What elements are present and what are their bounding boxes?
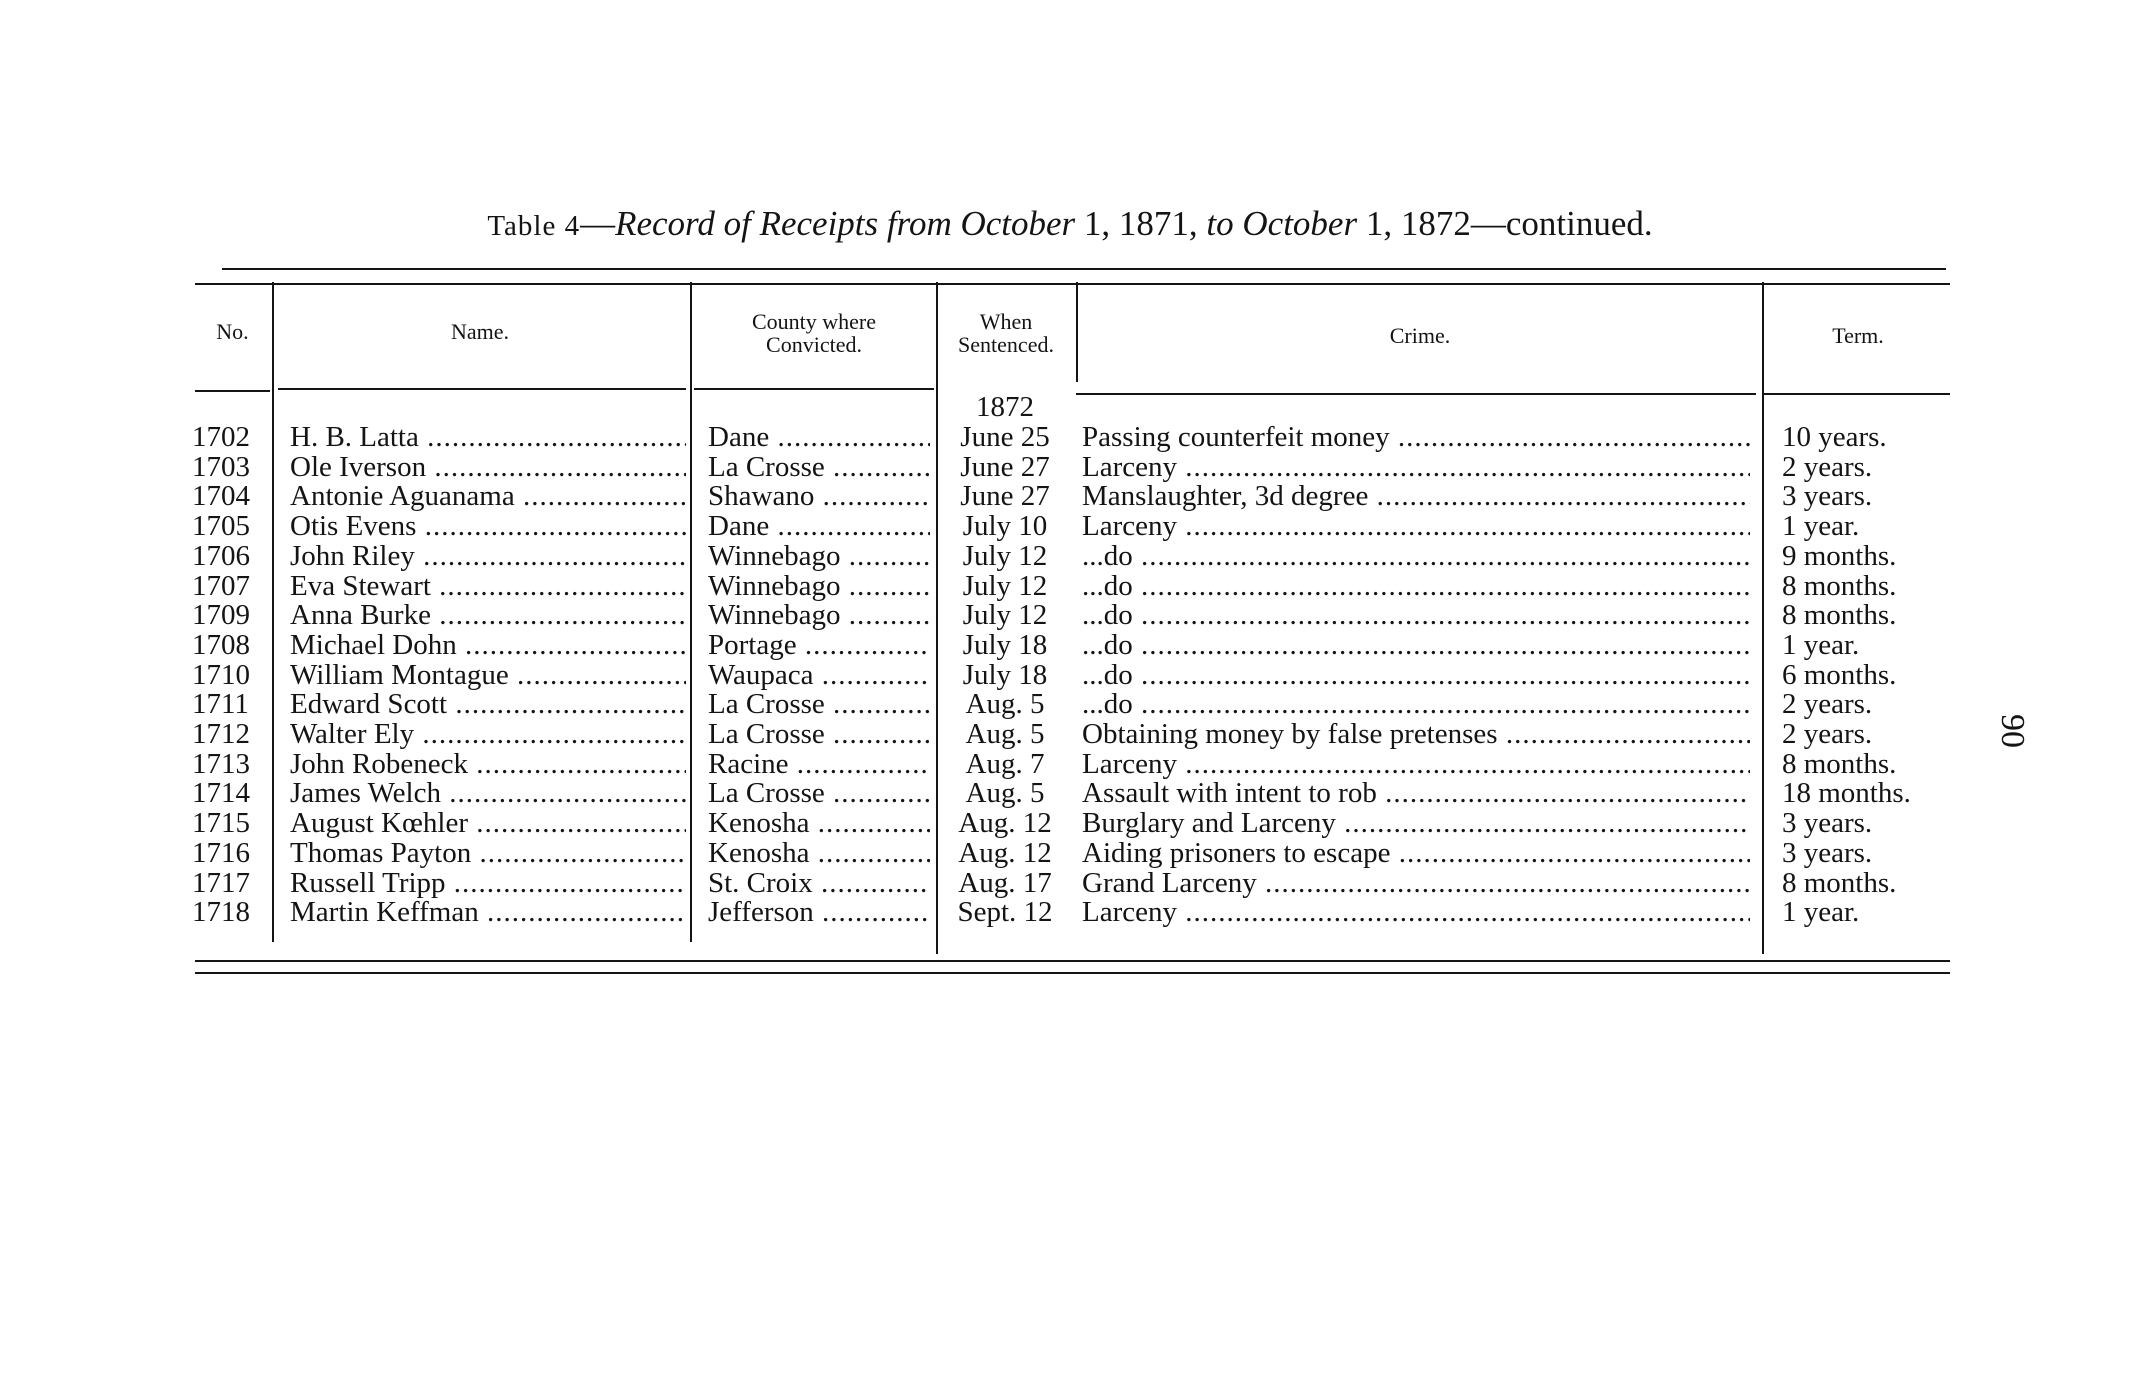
row-term xyxy=(1782,689,1962,719)
row-name-text: Otis Evens ..... xyxy=(290,511,686,541)
row-number-text: 1711 xyxy=(192,689,249,720)
row-name-text: Antonie Aguanama ..... xyxy=(290,481,686,511)
table-row xyxy=(0,749,2129,779)
row-term xyxy=(1782,541,1962,571)
row-name xyxy=(290,897,686,927)
row-number xyxy=(192,778,262,808)
row-crime xyxy=(1082,838,1750,868)
row-number-text: 1715 xyxy=(192,808,250,839)
row-when-sentenced xyxy=(944,897,1066,927)
header-rule xyxy=(1764,393,1950,395)
row-when-sentenced-text: June 25 xyxy=(960,422,1050,452)
row-county xyxy=(708,689,930,719)
header-term-label: Term. xyxy=(1832,323,1884,348)
header-rule xyxy=(694,388,934,390)
row-term xyxy=(1782,838,1962,868)
row-when-sentenced-text: Aug. 5 xyxy=(965,689,1045,720)
row-term-text: 1 year. xyxy=(1782,511,1860,542)
row-number-text: 1713 xyxy=(192,748,250,779)
row-county xyxy=(708,511,930,541)
table-title xyxy=(200,204,1940,244)
row-county xyxy=(708,422,930,452)
header-no-label: No. xyxy=(216,319,249,344)
row-term-text: 2 years. xyxy=(1782,689,1873,720)
row-county xyxy=(708,541,930,571)
row-when-sentenced-text: Aug. 12 xyxy=(958,808,1052,839)
row-county-text: Winnebago ..... xyxy=(708,541,930,571)
bottom-rule xyxy=(195,960,1950,962)
row-term xyxy=(1782,897,1962,927)
row-term-text: 2 years. xyxy=(1782,719,1873,749)
row-term xyxy=(1782,600,1962,630)
row-term-text: 18 months. xyxy=(1782,778,1911,809)
row-name-text: Edward Scott ..... xyxy=(290,689,686,719)
header-rule xyxy=(1076,393,1756,395)
row-term-text: 10 years. xyxy=(1782,422,1887,452)
row-county xyxy=(708,571,930,601)
row-crime xyxy=(1082,571,1750,601)
row-number-text: 1704 xyxy=(192,481,250,512)
table-row xyxy=(0,660,2129,690)
row-number xyxy=(192,571,262,601)
row-county-text: Kenosha ..... xyxy=(708,838,930,868)
row-term xyxy=(1782,571,1962,601)
row-name-text: Russell Tripp ..... xyxy=(290,868,686,898)
row-crime-text: Larceny ..... xyxy=(1082,452,1750,482)
title-record-text: Record of Receipts from October xyxy=(615,204,1076,243)
table-row xyxy=(0,511,2129,541)
row-when-sentenced xyxy=(944,630,1066,660)
row-number-text: 1718 xyxy=(192,897,250,928)
row-county xyxy=(708,600,930,630)
row-crime-text: Burglary and Larceny ..... xyxy=(1082,808,1750,838)
row-crime xyxy=(1082,749,1750,779)
row-term xyxy=(1782,660,1962,690)
row-name xyxy=(290,511,686,541)
row-crime-text: ...do ..... xyxy=(1082,571,1750,601)
header-rule xyxy=(278,388,686,390)
row-term-text: 3 years. xyxy=(1782,837,1873,868)
row-county xyxy=(708,838,930,868)
header-county-line1: County where xyxy=(751,309,877,334)
row-when-sentenced-text: July 10 xyxy=(962,511,1048,542)
row-county xyxy=(708,719,930,749)
row-crime-text: Manslaughter, 3d degree ..... xyxy=(1082,481,1750,511)
row-crime xyxy=(1082,719,1750,749)
row-term xyxy=(1782,630,1962,660)
row-number xyxy=(192,452,262,482)
row-number xyxy=(192,511,262,541)
row-name-text: Martin Keffman ..... xyxy=(290,897,686,927)
row-when-sentenced xyxy=(944,600,1066,630)
row-when-sentenced-text: July 12 xyxy=(962,600,1048,631)
row-name-text: John Riley ..... xyxy=(290,541,686,571)
row-number-text: 1709 xyxy=(192,600,250,631)
row-name-text: Thomas Payton ..... xyxy=(290,838,686,868)
title-to-text: to October xyxy=(1206,204,1358,243)
row-name xyxy=(290,778,686,808)
row-number xyxy=(192,541,262,571)
row-name xyxy=(290,630,686,660)
row-when-sentenced-text: June 27 xyxy=(960,451,1050,482)
title-continued: —continued. xyxy=(1470,204,1653,243)
row-term-text: 8 months. xyxy=(1782,600,1897,631)
row-when-sentenced-text: Aug. 12 xyxy=(958,837,1052,868)
row-name-text: Anna Burke ..... xyxy=(290,600,686,630)
row-when-sentenced xyxy=(944,452,1066,482)
row-when-sentenced xyxy=(944,660,1066,690)
row-name-text: August Kœhler ..... xyxy=(290,808,686,838)
row-name xyxy=(290,838,686,868)
row-crime-text: Obtaining money by false pretenses ..... xyxy=(1082,719,1750,749)
header-term xyxy=(1766,324,1950,347)
row-name-text: Eva Stewart ..... xyxy=(290,571,686,601)
row-county xyxy=(708,749,930,779)
row-term xyxy=(1782,481,1962,511)
year-header: 1872 xyxy=(976,391,1034,423)
top-rule-2 xyxy=(195,283,1950,285)
row-term xyxy=(1782,452,1962,482)
row-county-text: Winnebago ..... xyxy=(708,600,930,630)
table-row xyxy=(0,481,2129,511)
header-when-line2: Sentenced. xyxy=(958,332,1054,357)
row-name xyxy=(290,660,686,690)
row-name xyxy=(290,868,686,898)
row-name xyxy=(290,808,686,838)
row-county xyxy=(708,630,930,660)
row-when-sentenced-text: July 12 xyxy=(962,570,1048,601)
row-crime-text: ...do ..... xyxy=(1082,600,1750,630)
row-number-text: 1708 xyxy=(192,629,250,660)
header-crime xyxy=(1080,324,1760,347)
row-county-text: Dane ..... xyxy=(708,422,930,452)
header-name xyxy=(280,320,680,343)
row-crime xyxy=(1082,689,1750,719)
row-when-sentenced xyxy=(944,838,1066,868)
row-crime xyxy=(1082,541,1750,571)
row-when-sentenced xyxy=(944,868,1066,898)
row-when-sentenced xyxy=(944,541,1066,571)
row-name xyxy=(290,749,686,779)
header-no xyxy=(195,320,270,343)
row-county xyxy=(708,868,930,898)
row-number-text: 1716 xyxy=(192,837,250,868)
row-name-text: Walter Ely ..... xyxy=(290,719,686,749)
row-number-text: 1712 xyxy=(192,719,250,749)
row-term xyxy=(1782,422,1962,452)
top-rule xyxy=(222,268,1946,270)
table-row xyxy=(0,897,2129,927)
header-name-label: Name. xyxy=(450,319,510,344)
row-name xyxy=(290,689,686,719)
row-crime-text: ...do ..... xyxy=(1082,660,1750,690)
row-crime-text: ...do ..... xyxy=(1082,689,1750,719)
row-number xyxy=(192,630,262,660)
header-crime-label: Crime. xyxy=(1389,323,1451,348)
row-name-text: Michael Dohn ..... xyxy=(290,630,686,660)
row-term xyxy=(1782,719,1962,749)
row-term-text: 8 months. xyxy=(1782,570,1897,601)
table-row xyxy=(0,630,2129,660)
row-county xyxy=(708,660,930,690)
row-number xyxy=(192,660,262,690)
row-when-sentenced-text: Sept. 12 xyxy=(957,897,1053,928)
row-when-sentenced-text: July 18 xyxy=(962,629,1048,660)
row-crime-text: ...do ..... xyxy=(1082,541,1750,571)
table-row xyxy=(0,778,2129,808)
row-county xyxy=(708,808,930,838)
table-row xyxy=(0,808,2129,838)
row-term xyxy=(1782,749,1962,779)
row-name-text: James Welch ..... xyxy=(290,778,686,808)
header-when xyxy=(938,310,1074,356)
row-number xyxy=(192,868,262,898)
row-name-text: Ole Iverson ..... xyxy=(290,452,686,482)
row-when-sentenced xyxy=(944,749,1066,779)
table-row xyxy=(0,600,2129,630)
row-number xyxy=(192,897,262,927)
row-when-sentenced xyxy=(944,808,1066,838)
row-county-text: Portage ..... xyxy=(708,630,930,660)
header-county xyxy=(694,310,934,356)
row-term xyxy=(1782,808,1962,838)
row-when-sentenced xyxy=(944,511,1066,541)
row-county xyxy=(708,481,930,511)
row-number xyxy=(192,600,262,630)
row-county-text: La Crosse ..... xyxy=(708,778,930,808)
row-when-sentenced-text: July 12 xyxy=(962,540,1048,571)
row-number-text: 1702 xyxy=(192,422,250,452)
title-date-to: 1, 1872 xyxy=(1365,204,1471,243)
row-number-text: 1707 xyxy=(192,570,250,601)
row-county-text: Waupaca ..... xyxy=(708,660,930,690)
row-number xyxy=(192,749,262,779)
row-term xyxy=(1782,778,1962,808)
row-number xyxy=(192,422,262,452)
row-crime xyxy=(1082,630,1750,660)
row-number-text: 1703 xyxy=(192,451,250,482)
row-name xyxy=(290,600,686,630)
row-crime xyxy=(1082,660,1750,690)
row-term-text: 3 years. xyxy=(1782,481,1873,512)
row-number xyxy=(192,481,262,511)
row-when-sentenced xyxy=(944,719,1066,749)
row-crime xyxy=(1082,897,1750,927)
row-crime xyxy=(1082,808,1750,838)
title-date-from: 1, 1871, xyxy=(1083,204,1198,243)
row-name xyxy=(290,422,686,452)
row-when-sentenced-text: Aug. 7 xyxy=(965,748,1045,779)
row-county-text: Racine ..... xyxy=(708,749,930,779)
row-county-text: La Crosse ..... xyxy=(708,452,930,482)
column-rule xyxy=(1076,282,1078,382)
row-county-text: Winnebago ..... xyxy=(708,571,930,601)
row-crime xyxy=(1082,868,1750,898)
table-row xyxy=(0,422,2129,452)
row-term xyxy=(1782,868,1962,898)
row-county-text: Jefferson ..... xyxy=(708,897,930,927)
row-name xyxy=(290,571,686,601)
row-when-sentenced-text: June 27 xyxy=(960,481,1050,512)
row-name xyxy=(290,452,686,482)
row-term-text: 2 years. xyxy=(1782,451,1873,482)
page-number: 90 xyxy=(1994,714,2031,748)
header-county-line2: Convicted. xyxy=(766,332,862,357)
row-when-sentenced xyxy=(944,481,1066,511)
row-crime xyxy=(1082,778,1750,808)
row-term-text: 8 months. xyxy=(1782,867,1897,898)
row-county xyxy=(708,897,930,927)
row-county xyxy=(708,778,930,808)
row-term-text: 9 months. xyxy=(1782,540,1897,571)
row-number-text: 1710 xyxy=(192,659,250,690)
row-when-sentenced-text: Aug. 17 xyxy=(958,867,1052,898)
table-row xyxy=(0,719,2129,749)
row-crime xyxy=(1082,600,1750,630)
row-crime xyxy=(1082,452,1750,482)
row-county-text: Dane ..... xyxy=(708,511,930,541)
row-term-text: 6 months. xyxy=(1782,659,1897,690)
row-crime-text: Assault with intent to rob ..... xyxy=(1082,778,1750,808)
row-when-sentenced-text: July 18 xyxy=(962,659,1048,690)
row-number-text: 1714 xyxy=(192,778,250,809)
row-term-text: 1 year. xyxy=(1782,629,1860,660)
row-when-sentenced xyxy=(944,422,1066,452)
row-number-text: 1717 xyxy=(192,867,250,898)
header-when-line1: When xyxy=(979,309,1033,334)
row-crime xyxy=(1082,481,1750,511)
row-name xyxy=(290,719,686,749)
row-number xyxy=(192,719,262,749)
table-label: Table 4 xyxy=(487,210,581,242)
row-county-text: St. Croix ..... xyxy=(708,868,930,898)
row-term-text: 8 months. xyxy=(1782,748,1897,779)
row-number-text: 1705 xyxy=(192,511,250,542)
header-rule xyxy=(195,390,270,392)
table-row xyxy=(0,868,2129,898)
row-name xyxy=(290,481,686,511)
row-number xyxy=(192,808,262,838)
row-when-sentenced xyxy=(944,571,1066,601)
row-county xyxy=(708,452,930,482)
row-name-text: William Montague ..... xyxy=(290,660,686,690)
row-when-sentenced xyxy=(944,689,1066,719)
row-number xyxy=(192,689,262,719)
row-county-text: Kenosha ..... xyxy=(708,808,930,838)
row-crime xyxy=(1082,422,1750,452)
row-term xyxy=(1782,511,1962,541)
row-when-sentenced-text: Aug. 5 xyxy=(965,719,1045,749)
table-row xyxy=(0,689,2129,719)
row-name-text: John Robeneck ..... xyxy=(290,749,686,779)
row-when-sentenced-text: Aug. 5 xyxy=(965,778,1045,809)
title-dash: — xyxy=(580,204,616,243)
row-crime-text: Grand Larceny ..... xyxy=(1082,868,1750,898)
table-row xyxy=(0,838,2129,868)
row-when-sentenced xyxy=(944,778,1066,808)
row-term-text: 1 year. xyxy=(1782,897,1860,928)
row-name xyxy=(290,541,686,571)
row-county-text: La Crosse ..... xyxy=(708,719,930,749)
row-crime-text: ...do ..... xyxy=(1082,630,1750,660)
row-number-text: 1706 xyxy=(192,540,250,571)
row-crime-text: Larceny ..... xyxy=(1082,749,1750,779)
bottom-rule-2 xyxy=(195,972,1950,974)
row-crime-text: Larceny ..... xyxy=(1082,897,1750,927)
table-row xyxy=(0,452,2129,482)
row-county-text: La Crosse ..... xyxy=(708,689,930,719)
row-crime-text: Larceny ..... xyxy=(1082,511,1750,541)
row-county-text: Shawano ..... xyxy=(708,481,930,511)
row-crime-text: Aiding prisoners to escape ..... xyxy=(1082,838,1750,868)
row-term-text: 3 years. xyxy=(1782,808,1873,839)
row-crime-text: Passing counterfeit money ..... xyxy=(1082,422,1750,452)
row-crime xyxy=(1082,511,1750,541)
row-name-text: H. B. Latta ..... xyxy=(290,422,686,452)
table-row xyxy=(0,541,2129,571)
table-row xyxy=(0,571,2129,601)
row-number xyxy=(192,838,262,868)
